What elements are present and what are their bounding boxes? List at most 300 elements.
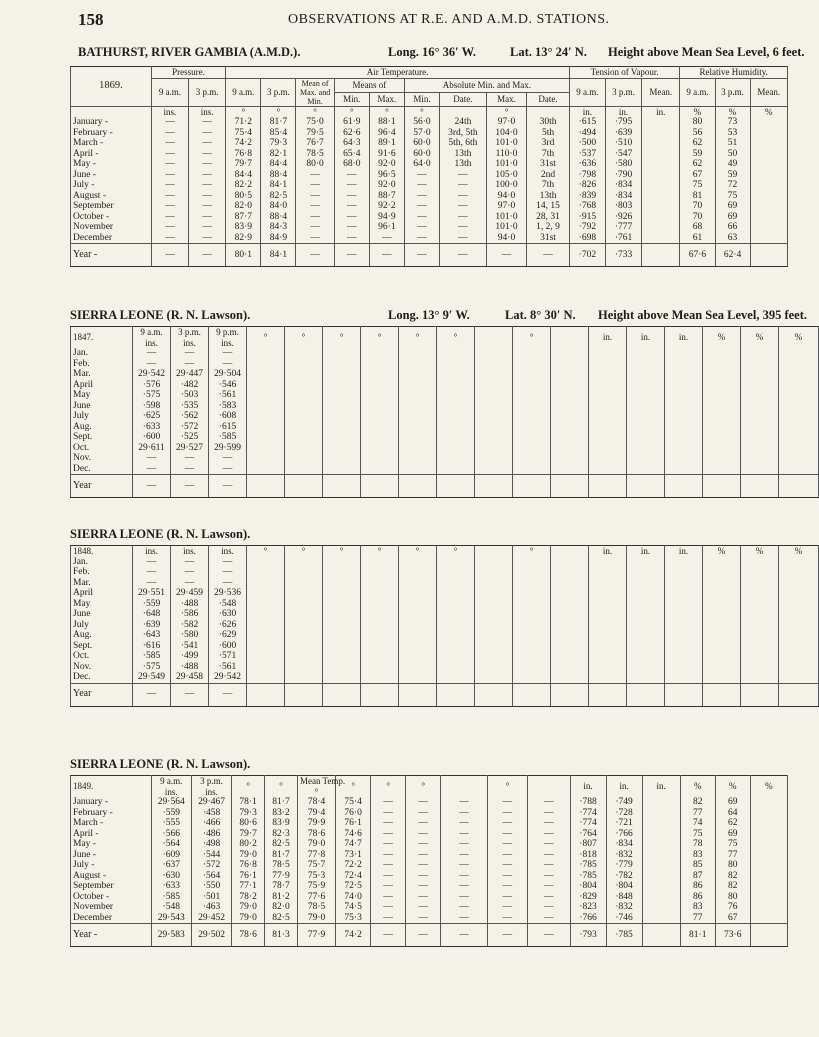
table-cell: — [189,244,226,267]
unit-cell [171,327,209,349]
table-cell [627,390,665,401]
table-cell [247,348,285,359]
table-cell: 83·2 [265,808,298,819]
table-cell: — [209,359,247,370]
table-cell: — [151,117,188,128]
table-cell: ·585 [133,651,171,662]
header-units-row [71,776,788,798]
table-cell: — [441,924,488,947]
table-cell [703,578,741,589]
table-cell: ·580 [171,630,209,641]
table-cell: 81·7 [261,117,296,128]
table-cell [750,201,787,212]
table-cell [750,902,787,913]
table-cell [703,380,741,391]
table-cell: — [441,881,488,892]
table-cell [513,620,551,631]
table-cell: 77 [680,913,715,924]
table-cell [779,453,819,464]
month-label: Aug. [71,630,133,641]
month-label: February - [71,808,152,819]
table-cell [437,380,475,391]
table-cell: — [189,117,226,128]
table-cell: ·807 [570,839,606,850]
units-spacer [71,106,152,117]
table-cell [247,432,285,443]
table-cell: 80 [680,117,715,128]
table-cell: — [171,567,209,578]
month-label: Mar. [71,369,133,380]
table-cell [285,422,323,433]
unit-cell: ° [336,776,371,798]
table-cell: ·566 [151,829,191,840]
table-cell [247,588,285,599]
table-cell [285,443,323,454]
table-cell [399,683,437,706]
table-cell: 66 [715,222,750,233]
table-cell [323,609,361,620]
table-cell [475,567,513,578]
table-cell: — [133,567,171,578]
table-cell [665,599,703,610]
table-cell: — [528,850,570,861]
table-cell [285,599,323,610]
table-cell: ·779 [606,860,642,871]
unit-cell: ° [399,327,437,349]
table-cell [475,630,513,641]
column-header: 3 p.m. [178,327,201,337]
month-label: April - [71,829,152,840]
table-cell [247,422,285,433]
table-cell: 83 [680,850,715,861]
month-label: April [71,588,133,599]
table-cell: ·488 [171,599,209,610]
table-cell: 88·7 [369,191,404,202]
column-header: 9 p.m. [216,327,239,337]
table-cell [750,797,787,808]
table-cell: 75 [680,180,715,191]
unit-cell: % [750,776,787,798]
table-row [71,557,819,568]
table-cell [665,609,703,620]
month-label: Nov. [71,662,133,673]
table-cell: 82·5 [265,839,298,850]
table-cell: — [369,244,404,267]
table-cell: — [133,475,171,498]
table-cell: ·785 [570,860,606,871]
unit-cell: ° [323,327,361,349]
table-cell: — [528,924,570,947]
table-cell [779,464,819,475]
table-cell [665,683,703,706]
table-cell: ·832 [606,902,642,913]
table-cell [779,390,819,401]
table-cell [285,369,323,380]
table-cell [627,475,665,498]
unit-cell: ins. [189,106,226,117]
unit-cell: % [741,546,779,557]
table-cell: ·559 [151,808,191,819]
table-cell: 82 [680,797,715,808]
table-cell: ·630 [151,871,191,882]
table-cell: 83 [680,902,715,913]
table-cell [551,348,589,359]
table-cell [703,620,741,631]
table-cell: — [296,170,334,181]
table-cell: — [371,881,406,892]
table-cell [247,609,285,620]
table-cell: 84·9 [261,233,296,244]
table-cell [361,599,399,610]
table-cell [779,630,819,641]
table-cell [285,432,323,443]
table-cell [589,630,627,641]
unit-cell: ° [285,546,323,557]
table-cell [247,683,285,706]
table-cell: — [171,578,209,589]
table-row [71,401,819,412]
table-cell [285,641,323,652]
table-cell [642,839,680,850]
month-label: September [71,201,152,212]
table-cell: 62 [715,818,750,829]
table-cell [589,578,627,589]
table-cell: — [528,902,570,913]
unit-cell: in. [627,327,665,349]
table-cell: — [527,244,570,267]
table-cell [437,453,475,464]
table-cell: 29·551 [133,588,171,599]
table-cell: ·785 [606,924,642,947]
table-cell [475,453,513,464]
table-cell [323,662,361,673]
unit-cell: in. [642,776,680,798]
table-row [71,620,819,631]
table-cell: 82·5 [265,913,298,924]
table-cell [741,620,779,631]
table-cell [642,881,680,892]
table-cell [475,464,513,475]
unit-cell: % [715,776,750,798]
unit-cell: ° [226,106,261,117]
table-cell [475,578,513,589]
table-cell: — [209,557,247,568]
table-cell: — [171,453,209,464]
table-row [71,180,788,191]
table-cell: 81·2 [265,892,298,903]
table-cell [665,443,703,454]
table-cell [437,651,475,662]
table-cell: 29·542 [133,369,171,380]
table-cell [741,630,779,641]
table-cell [437,672,475,683]
table-cell [399,464,437,475]
table-cell [475,359,513,370]
unit-cell: ° [334,106,369,117]
table-cell [665,588,703,599]
table-cell [513,567,551,578]
table-cell: — [371,850,406,861]
table-cell: ·834 [606,839,642,850]
section-title-bathurst [78,45,805,61]
table-cell: 29·452 [191,913,231,924]
table-cell [779,578,819,589]
table-row [71,432,819,443]
table-cell: — [487,902,527,913]
bathurst-1869-table [70,66,788,267]
year-label: Year - [71,244,152,267]
month-label: August - [71,871,152,882]
pressure-group-header: Pressure. [151,67,225,79]
table-cell [323,464,361,475]
table-cell: 24th [440,117,487,128]
table-cell: ·803 [605,201,641,212]
table-cell: — [441,850,488,861]
table-cell [399,651,437,662]
table-cell: — [189,201,226,212]
humidity-3pm-header: 3 p.m. [715,78,750,106]
table-cell [551,380,589,391]
table-cell: 59 [715,170,750,181]
table-cell: — [296,244,334,267]
table-cell: 79·0 [297,839,335,850]
year-label: Year [71,683,133,706]
table-cell [323,380,361,391]
table-cell [361,369,399,380]
table-cell: — [440,244,487,267]
month-label: March - [71,138,152,149]
table-cell: 80 [715,860,750,871]
table-cell: 82 [715,871,750,882]
unit-cell: in. [605,106,641,117]
table-cell [741,390,779,401]
table-cell [361,651,399,662]
table-cell [437,390,475,401]
table-cell [703,348,741,359]
table-cell [779,683,819,706]
table-cell: 67 [680,170,715,181]
table-cell: 84·3 [261,222,296,233]
table-cell: 78·7 [265,881,298,892]
table-cell: 100·0 [486,180,526,191]
table-cell [399,348,437,359]
table-cell [750,128,787,139]
table-cell [551,453,589,464]
page-number: 158 [78,10,104,29]
table-cell [475,432,513,443]
table-cell: — [528,860,570,871]
table-cell [475,683,513,706]
unit-cell: in. [606,776,642,798]
table-cell [779,369,819,380]
table-cell [551,578,589,589]
table-row [71,369,819,380]
table-cell [437,609,475,620]
table-cell: 79·9 [297,818,335,829]
unit-label: ins. [145,337,158,348]
table-cell: 73·6 [715,924,750,947]
table-cell: — [151,149,188,160]
table-cell [247,411,285,422]
vapour-3pm-header: 3 p.m. [605,78,641,106]
table-cell: 63 [715,233,750,244]
table-cell: ·782 [606,871,642,882]
table-cell [703,567,741,578]
table-cell [750,244,787,267]
table-cell: — [441,913,488,924]
table-cell: — [171,557,209,568]
table-cell: — [371,818,406,829]
table-cell [285,620,323,631]
table-cell [741,599,779,610]
table-cell: — [404,170,439,181]
table-cell: 104·0 [486,128,526,139]
table-cell: ·555 [151,818,191,829]
table-cell: 13th [527,191,570,202]
table-cell: — [171,683,209,706]
table-cell [285,390,323,401]
table-cell: 80·1 [226,244,261,267]
table-cell: 29·564 [151,797,191,808]
table-cell [247,475,285,498]
table-cell [741,578,779,589]
header-units-row [71,546,819,557]
unit-cell: ° [285,327,323,349]
table-row [71,170,788,181]
table-cell: ·537 [569,149,605,160]
table-cell: — [404,201,439,212]
table-cell: — [440,201,487,212]
table-cell: — [406,818,441,829]
table-row [71,159,788,170]
table-cell: ·572 [191,860,231,871]
table-cell [437,422,475,433]
table-cell [779,432,819,443]
table-cell: 29·583 [151,924,191,947]
table-cell [589,369,627,380]
table-cell: 72 [715,180,750,191]
table-cell: — [151,180,188,191]
table-cell [551,641,589,652]
table-cell [399,630,437,641]
table-cell [750,191,787,202]
sierra-leone-1847-table [70,326,819,498]
table-cell: — [369,233,404,244]
table-cell: — [441,871,488,882]
table-cell [361,359,399,370]
table-cell: 73·1 [336,850,371,861]
table-cell [750,924,787,947]
table-cell: ·547 [605,149,641,160]
table-cell [323,672,361,683]
table-cell: — [487,860,527,871]
table-cell: — [371,902,406,913]
table-cell [323,422,361,433]
table-cell [361,567,399,578]
table-cell [750,222,787,233]
section-title-sierra-leone-1847 [70,308,807,324]
table-cell: — [189,212,226,223]
unit-cell: % [680,106,715,117]
table-cell: — [133,557,171,568]
table-cell: 84·4 [261,159,296,170]
table-cell: 74·6 [336,829,371,840]
table-cell: ·834 [605,180,641,191]
table-cell [741,453,779,464]
table-cell: 97·0 [486,201,526,212]
unit-cell [440,106,487,117]
table-cell: 71·2 [226,117,261,128]
table-cell [703,588,741,599]
table-cell [399,662,437,673]
table-cell: 101·0 [486,138,526,149]
table-cell [513,422,551,433]
table-cell: 53 [715,128,750,139]
table-cell: 76 [715,902,750,913]
table-cell: 75 [715,839,750,850]
table-cell: ·698 [569,233,605,244]
table-cell [285,359,323,370]
table-cell: ·586 [171,609,209,620]
table-cell [779,557,819,568]
table-cell: 79·0 [232,913,265,924]
table-cell: 81·7 [265,797,298,808]
unit-cell [297,776,346,798]
table-row [71,138,788,149]
table-cell [741,443,779,454]
table-cell [513,380,551,391]
table-cell: — [406,850,441,861]
month-label: July [71,620,133,631]
table-cell [627,411,665,422]
table-cell: ·818 [570,850,606,861]
table-cell: 29·599 [209,443,247,454]
table-cell: 75·4 [226,128,261,139]
table-cell: 78·6 [297,829,335,840]
table-cell: 56·0 [404,117,439,128]
table-cell [475,401,513,412]
table-cell: 77 [715,850,750,861]
table-cell: 2nd [527,170,570,181]
month-label: Mar. [71,578,133,589]
table-cell [741,369,779,380]
table-cell: — [133,578,171,589]
table-cell [589,401,627,412]
table-cell: 72·4 [336,871,371,882]
table-cell: — [487,850,527,861]
table-cell [665,475,703,498]
table-cell: 77·1 [232,881,265,892]
table-cell: 7th [527,180,570,191]
table-cell [399,411,437,422]
absolute-header: Absolute Min. and Max. [404,78,569,92]
table-cell [779,672,819,683]
table-cell: 68 [680,222,715,233]
table-cell: — [189,159,226,170]
table-cell [247,380,285,391]
table-cell [665,662,703,673]
table-cell: ·486 [191,829,231,840]
table-cell [703,557,741,568]
table-cell: 62 [680,138,715,149]
table-cell [437,630,475,641]
table-cell [703,641,741,652]
table-cell [642,913,680,924]
unit-cell: ° [261,106,296,117]
table-cell: 30th [527,117,570,128]
table-cell: 75 [715,191,750,202]
table-cell [642,871,680,882]
